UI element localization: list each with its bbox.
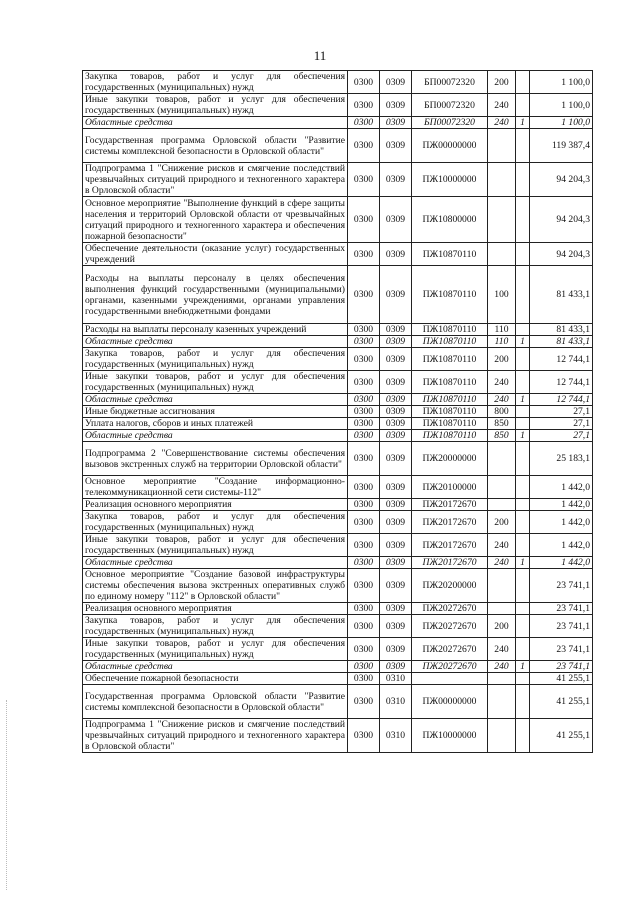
expense-type-code: 110 <box>488 336 516 348</box>
subsection-code: 0310 <box>380 685 412 719</box>
expense-type-code: 240 <box>488 557 516 569</box>
subsection-code: 0309 <box>380 430 412 442</box>
target-article-code: БП00072320 <box>412 117 488 129</box>
section-code: 0300 <box>348 499 380 511</box>
row-name: Подпрограмма 1 "Снижение рисков и смягчение последствий чрезвычайных ситуаций природного и техногенного характера в Орловской области" <box>83 719 348 753</box>
row-name: Областные средства <box>83 430 348 442</box>
page-number: 11 <box>313 48 327 63</box>
row-name: Иные закупки товаров, работ и услуг для обеспечения государственных (муниципальных) нужд <box>83 94 348 117</box>
funding-source-code <box>516 243 530 266</box>
expense-type-code: 850 <box>488 418 516 430</box>
table-row <box>83 418 593 430</box>
table-row <box>83 661 593 673</box>
funding-source-code <box>516 71 530 94</box>
subsection-code: 0309 <box>380 94 412 117</box>
subsection-code: 0309 <box>380 348 412 371</box>
expense-type-code: 850 <box>488 430 516 442</box>
funding-source-code: 1 <box>516 394 530 406</box>
section-code: 0300 <box>348 569 380 603</box>
section-code: 0300 <box>348 94 380 117</box>
section-code: 0300 <box>348 336 380 348</box>
expense-type-code <box>488 499 516 511</box>
expense-type-code: 800 <box>488 406 516 418</box>
section-code: 0300 <box>348 442 380 476</box>
amount: 94 204,3 <box>530 197 593 243</box>
expense-type-code <box>488 243 516 266</box>
subsection-code: 0309 <box>380 603 412 615</box>
section-code: 0300 <box>348 266 380 324</box>
table-row <box>83 163 593 197</box>
target-article-code: ПЖ10000000 <box>412 719 488 753</box>
amount: 23 741,1 <box>530 615 593 638</box>
target-article-code: ПЖ20172670 <box>412 499 488 511</box>
table-row <box>83 569 593 603</box>
table-row <box>83 557 593 569</box>
funding-source-code <box>516 371 530 394</box>
expense-type-code: 200 <box>488 615 516 638</box>
target-article-code: ПЖ20100000 <box>412 476 488 499</box>
table-row <box>83 406 593 418</box>
target-article-code: ПЖ10870110 <box>412 371 488 394</box>
amount: 94 204,3 <box>530 163 593 197</box>
table-row <box>83 129 593 163</box>
section-code: 0300 <box>348 371 380 394</box>
expense-type-code <box>488 442 516 476</box>
expense-type-code <box>488 673 516 685</box>
row-name: Иные закупки товаров, работ и услуг для обеспечения государственных (муниципальных) нужд <box>83 371 348 394</box>
expense-type-code <box>488 719 516 753</box>
section-code: 0300 <box>348 243 380 266</box>
section-code: 0300 <box>348 406 380 418</box>
subsection-code: 0309 <box>380 129 412 163</box>
funding-source-code <box>516 324 530 336</box>
amount: 27,1 <box>530 430 593 442</box>
expense-type-code <box>488 129 516 163</box>
row-name: Областные средства <box>83 394 348 406</box>
subsection-code: 0310 <box>380 673 412 685</box>
subsection-code: 0309 <box>380 418 412 430</box>
section-code: 0300 <box>348 685 380 719</box>
expense-type-code: 240 <box>488 638 516 661</box>
subsection-code: 0309 <box>380 394 412 406</box>
table-row <box>83 511 593 534</box>
section-code: 0300 <box>348 430 380 442</box>
target-article-code: ПЖ10870110 <box>412 336 488 348</box>
amount: 25 183,1 <box>530 442 593 476</box>
target-article-code: ПЖ10870110 <box>412 266 488 324</box>
funding-source-code: 1 <box>516 661 530 673</box>
table-row <box>83 243 593 266</box>
amount: 94 204,3 <box>530 243 593 266</box>
subsection-code: 0309 <box>380 197 412 243</box>
funding-source-code <box>516 499 530 511</box>
subsection-code: 0309 <box>380 499 412 511</box>
amount: 1 442,0 <box>530 499 593 511</box>
funding-source-code <box>516 685 530 719</box>
funding-source-code <box>516 129 530 163</box>
amount: 1 442,0 <box>530 476 593 499</box>
amount: 1 442,0 <box>530 511 593 534</box>
expense-type-code: 200 <box>488 511 516 534</box>
expense-type-code: 200 <box>488 348 516 371</box>
funding-source-code <box>516 418 530 430</box>
table-row <box>83 117 593 129</box>
amount: 41 255,1 <box>530 685 593 719</box>
funding-source-code <box>516 442 530 476</box>
amount: 12 744,1 <box>530 371 593 394</box>
subsection-code: 0309 <box>380 476 412 499</box>
expense-type-code: 240 <box>488 94 516 117</box>
table-row <box>83 94 593 117</box>
target-article-code: ПЖ10870110 <box>412 348 488 371</box>
funding-source-code <box>516 511 530 534</box>
funding-source-code <box>516 266 530 324</box>
target-article-code <box>412 673 488 685</box>
margin-scan-marks <box>6 700 9 890</box>
table-row <box>83 603 593 615</box>
section-code: 0300 <box>348 129 380 163</box>
row-name: Подпрограмма 2 "Совершенствование системы обеспечения вызовов экстренных служб на территории Орловской области" <box>83 442 348 476</box>
row-name: Закупка товаров, работ и услуг для обеспечения государственных (муниципальных) нужд <box>83 511 348 534</box>
expense-type-code: 240 <box>488 117 516 129</box>
funding-source-code <box>516 94 530 117</box>
table-row <box>83 673 593 685</box>
section-code: 0300 <box>348 534 380 557</box>
subsection-code: 0309 <box>380 511 412 534</box>
row-name: Обеспечение пожарной безопасности <box>83 673 348 685</box>
row-name: Закупка товаров, работ и услуг для обеспечения государственных (муниципальных) нужд <box>83 615 348 638</box>
amount: 1 100,0 <box>530 94 593 117</box>
amount: 81 433,1 <box>530 336 593 348</box>
target-article-code: БП00072320 <box>412 71 488 94</box>
subsection-code: 0309 <box>380 71 412 94</box>
funding-source-code <box>516 719 530 753</box>
amount: 81 433,1 <box>530 324 593 336</box>
amount: 41 255,1 <box>530 719 593 753</box>
subsection-code: 0309 <box>380 557 412 569</box>
section-code: 0300 <box>348 197 380 243</box>
section-code: 0300 <box>348 71 380 94</box>
section-code: 0300 <box>348 557 380 569</box>
target-article-code: ПЖ10870110 <box>412 418 488 430</box>
expense-type-code <box>488 476 516 499</box>
table-row <box>83 348 593 371</box>
amount: 23 741,1 <box>530 661 593 673</box>
target-article-code: БП00072320 <box>412 94 488 117</box>
table-row <box>83 371 593 394</box>
target-article-code: ПЖ10870110 <box>412 406 488 418</box>
table-row <box>83 534 593 557</box>
amount: 27,1 <box>530 406 593 418</box>
section-code: 0300 <box>348 418 380 430</box>
row-name: Подпрограмма 1 "Снижение рисков и смягчение последствий чрезвычайных ситуаций природного и техногенного характера в Орловской области" <box>83 163 348 197</box>
subsection-code: 0309 <box>380 324 412 336</box>
row-name: Закупка товаров, работ и услуг для обеспечения государственных (муниципальных) нужд <box>83 348 348 371</box>
row-name: Реализация основного мероприятия <box>83 499 348 511</box>
section-code: 0300 <box>348 719 380 753</box>
row-name: Основное мероприятие "Создание информационно-телекоммуникационной сети системы-112" <box>83 476 348 499</box>
funding-source-code: 1 <box>516 557 530 569</box>
target-article-code: ПЖ00000000 <box>412 129 488 163</box>
amount: 1 442,0 <box>530 557 593 569</box>
section-code: 0300 <box>348 394 380 406</box>
row-name: Расходы на выплаты персоналу в целях обеспечения выполнения функций государственными (муниципальными) органами, казенными учреждениями, органами управления государственными внебюджетными фондами <box>83 266 348 324</box>
subsection-code: 0309 <box>380 371 412 394</box>
target-article-code: ПЖ10800000 <box>412 197 488 243</box>
subsection-code: 0310 <box>380 719 412 753</box>
row-name: Основное мероприятие "Выполнение функций в сфере защиты населения и территорий Орловской области от чрезвычайных ситуаций природного и техногенного характера и обеспечения пожарной безопасности" <box>83 197 348 243</box>
row-name: Уплата налогов, сборов и иных платежей <box>83 418 348 430</box>
funding-source-code <box>516 163 530 197</box>
row-name: Иные закупки товаров, работ и услуг для обеспечения государственных (муниципальных) нужд <box>83 638 348 661</box>
subsection-code: 0309 <box>380 406 412 418</box>
table-row <box>83 336 593 348</box>
table-row <box>83 615 593 638</box>
budget-table <box>82 70 593 753</box>
amount: 81 433,1 <box>530 266 593 324</box>
funding-source-code <box>516 197 530 243</box>
target-article-code: ПЖ20172670 <box>412 557 488 569</box>
subsection-code: 0309 <box>380 243 412 266</box>
table-row <box>83 719 593 753</box>
section-code: 0300 <box>348 511 380 534</box>
expense-type-code: 240 <box>488 661 516 673</box>
table-row <box>83 324 593 336</box>
subsection-code: 0309 <box>380 638 412 661</box>
row-name: Реализация основного мероприятия <box>83 603 348 615</box>
funding-source-code: 1 <box>516 336 530 348</box>
subsection-code: 0309 <box>380 615 412 638</box>
table-row <box>83 442 593 476</box>
target-article-code: ПЖ20272670 <box>412 615 488 638</box>
target-article-code: ПЖ10870110 <box>412 394 488 406</box>
target-article-code: ПЖ20272670 <box>412 638 488 661</box>
subsection-code: 0309 <box>380 336 412 348</box>
row-name: Закупка товаров, работ и услуг для обеспечения государственных (муниципальных) нужд <box>83 71 348 94</box>
funding-source-code <box>516 569 530 603</box>
subsection-code: 0309 <box>380 266 412 324</box>
amount: 23 741,1 <box>530 638 593 661</box>
row-name: Обеспечение деятельности (оказание услуг) государственных учреждений <box>83 243 348 266</box>
section-code: 0300 <box>348 117 380 129</box>
expense-type-code: 200 <box>488 71 516 94</box>
subsection-code: 0309 <box>380 534 412 557</box>
expense-type-code <box>488 603 516 615</box>
subsection-code: 0309 <box>380 163 412 197</box>
table-row <box>83 394 593 406</box>
row-name: Областные средства <box>83 117 348 129</box>
section-code: 0300 <box>348 673 380 685</box>
amount: 27,1 <box>530 418 593 430</box>
funding-source-code <box>516 603 530 615</box>
row-name: Расходы на выплаты персоналу казенных учреждений <box>83 324 348 336</box>
amount: 41 255,1 <box>530 673 593 685</box>
amount: 1 100,0 <box>530 71 593 94</box>
funding-source-code <box>516 476 530 499</box>
target-article-code: ПЖ20272670 <box>412 661 488 673</box>
section-code: 0300 <box>348 603 380 615</box>
section-code: 0300 <box>348 661 380 673</box>
subsection-code: 0309 <box>380 442 412 476</box>
amount: 12 744,1 <box>530 394 593 406</box>
target-article-code: ПЖ10000000 <box>412 163 488 197</box>
target-article-code: ПЖ20000000 <box>412 442 488 476</box>
funding-source-code <box>516 673 530 685</box>
expense-type-code: 240 <box>488 394 516 406</box>
funding-source-code <box>516 406 530 418</box>
amount: 1 442,0 <box>530 534 593 557</box>
target-article-code: ПЖ20172670 <box>412 511 488 534</box>
section-code: 0300 <box>348 163 380 197</box>
section-code: 0300 <box>348 324 380 336</box>
table-row <box>83 71 593 94</box>
amount: 23 741,1 <box>530 603 593 615</box>
amount: 1 100,0 <box>530 117 593 129</box>
funding-source-code: 1 <box>516 117 530 129</box>
table-row <box>83 476 593 499</box>
section-code: 0300 <box>348 476 380 499</box>
amount: 119 387,4 <box>530 129 593 163</box>
funding-source-code <box>516 615 530 638</box>
target-article-code: ПЖ20172670 <box>412 534 488 557</box>
row-name: Областные средства <box>83 661 348 673</box>
row-name: Иные бюджетные ассигнования <box>83 406 348 418</box>
subsection-code: 0309 <box>380 569 412 603</box>
amount: 23 741,1 <box>530 569 593 603</box>
funding-source-code <box>516 534 530 557</box>
expense-type-code: 240 <box>488 534 516 557</box>
expense-type-code <box>488 685 516 719</box>
table-row <box>83 499 593 511</box>
subsection-code: 0309 <box>380 661 412 673</box>
table-row <box>83 430 593 442</box>
target-article-code: ПЖ00000000 <box>412 685 488 719</box>
expense-type-code: 100 <box>488 266 516 324</box>
target-article-code: ПЖ10870110 <box>412 243 488 266</box>
expense-type-code: 240 <box>488 371 516 394</box>
funding-source-code <box>516 348 530 371</box>
table-row <box>83 197 593 243</box>
row-name: Основное мероприятие "Создание базовой инфраструктуры системы обеспечения вызова экстренных оперативных служб по единому номеру "112" в Орловской области" <box>83 569 348 603</box>
target-article-code: ПЖ20200000 <box>412 569 488 603</box>
target-article-code: ПЖ10870110 <box>412 324 488 336</box>
row-name: Иные закупки товаров, работ и услуг для обеспечения государственных (муниципальных) нужд <box>83 534 348 557</box>
table-row <box>83 685 593 719</box>
amount: 12 744,1 <box>530 348 593 371</box>
row-name: Государственная программа Орловской области "Развитие системы комплексной безопасности в Орловской области" <box>83 129 348 163</box>
expense-type-code: 110 <box>488 324 516 336</box>
table-row <box>83 266 593 324</box>
expense-type-code <box>488 569 516 603</box>
section-code: 0300 <box>348 638 380 661</box>
target-article-code: ПЖ10870110 <box>412 430 488 442</box>
row-name: Областные средства <box>83 336 348 348</box>
expense-type-code <box>488 163 516 197</box>
section-code: 0300 <box>348 615 380 638</box>
expense-type-code <box>488 197 516 243</box>
row-name: Государственная программа Орловской области "Развитие системы комплексной безопасности в Орловской области" <box>83 685 348 719</box>
table-row <box>83 638 593 661</box>
row-name: Областные средства <box>83 557 348 569</box>
funding-source-code: 1 <box>516 430 530 442</box>
target-article-code: ПЖ20272670 <box>412 603 488 615</box>
section-code: 0300 <box>348 348 380 371</box>
funding-source-code <box>516 638 530 661</box>
subsection-code: 0309 <box>380 117 412 129</box>
